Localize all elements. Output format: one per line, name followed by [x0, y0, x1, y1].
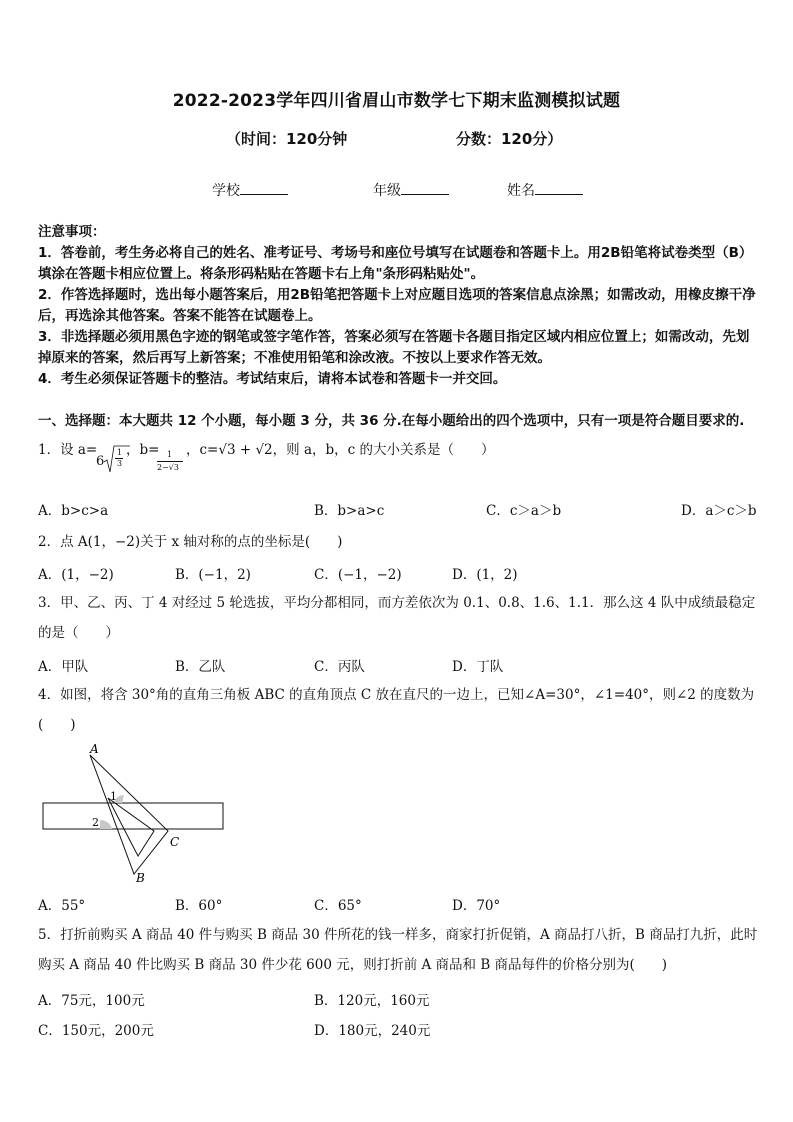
school-label: 学校	[212, 183, 240, 199]
q1-option-b: B．b>a>c	[314, 503, 385, 519]
q4-option-a: A．55°	[38, 898, 86, 914]
q2-option-b: B．(−1，2)	[175, 567, 251, 583]
q5-option-c: C．150元，200元	[38, 1023, 154, 1039]
question-5: 5．打折前购买 A 商品 40 件与购买 B 商品 30 件所花的钱一样多，商家打折促销，A 商品打八折，B 商品打九折，此时购买 A 商品 40 件比购买 B 商品 30 件少花 600 元，则打折前 A 商品和 B 商品每件的价格分别为( )	[38, 927, 758, 973]
q1-option-c: C．c＞a＞b	[486, 503, 562, 519]
notice-item-1: 1．答卷前，考生务必将自己的姓名、准考证号、考场号和座位号填写在试题卷和答题卡上。用2B铅笔将试卷类型（B）填涂在答题卡相应位置上。将条形码粘贴在答题卡右上角"条形码粘贴处"。	[38, 245, 753, 282]
q1-b-label: ，b=	[126, 442, 160, 458]
q3-option-a: A．甲队	[38, 659, 89, 675]
q3-option-d: D．丁队	[452, 659, 504, 675]
q1-a-coef: 6	[96, 454, 105, 469]
page-title: 2022-2023学年四川省眉山市数学七下期末监测模拟试题	[172, 91, 621, 111]
q1-a-expression	[96, 444, 126, 474]
q1-prefix: 1．设 a=	[38, 442, 98, 458]
label-angle-1: 1	[110, 790, 117, 803]
notice-item-2: 2．作答选择题时，选出每小题答案后，用2B铅笔把答题卡上对应题目选项的答案信息点涂黑；如需改动，用橡皮擦干净后，再选涂其他答案。答案不能答在试题卷上。	[38, 287, 756, 324]
label-c: C	[170, 835, 180, 849]
school-blank	[240, 182, 288, 195]
q1-b-den: 2−√3	[157, 463, 179, 472]
grade-field	[373, 180, 449, 200]
q1-c-part: ，c=√3 + √2，则 a，b，c 的大小关系是（ ）	[186, 442, 495, 458]
q3-option-b: B．乙队	[175, 659, 226, 675]
triangle-abc	[90, 755, 168, 874]
q5-option-b: B．120元，160元	[314, 993, 430, 1009]
q2-option-c: C．(−1，−2)	[314, 567, 402, 583]
angle-2-shade	[100, 820, 112, 829]
name-field	[507, 180, 583, 200]
question-1	[38, 438, 97, 458]
question-3: 3．甲、乙、丙、丁 4 对经过 5 轮选拔，平均分都相同，而方差依次为 0.1、0.8、1.6、1.1．那么这 4 队中成绩最稳定的是（ ）	[38, 595, 756, 641]
triangle-inner	[108, 798, 154, 856]
name-blank	[535, 182, 583, 195]
q3-option-c: C．丙队	[314, 659, 365, 675]
notice-item-4: 4．考生必须保证答题卡的整洁。考试结束后，请将本试卷和答题卡一并交回。	[38, 371, 507, 387]
label-b: B	[136, 871, 145, 885]
question-4: 4．如图，将含 30°角的直角三角板 ABC 的直角顶点 C 放在直尺的一边上，已知∠A=30°，∠1=40°，则∠2 的度数为( )	[38, 687, 755, 733]
q1-b-num: 1	[167, 450, 173, 459]
q1-b-fraction	[155, 450, 185, 474]
label-angle-2: 2	[92, 816, 99, 829]
notice-item-3: 3．非选择题必须用黑色字迹的钢笔或签字笔作答，答案必须写在答题卡各题目指定区域内相应位置上；如需改动，先划掉原来的答案，然后再写上新答案；不准使用铅笔和涂改液。不按以上要求作答无效。	[38, 329, 750, 366]
q2-option-a: A．(1，−2)	[38, 567, 114, 583]
label-a: A	[90, 742, 99, 756]
q4-figure	[38, 740, 238, 890]
q2-option-d: D．(1，2)	[452, 567, 518, 583]
q4-option-b: B．60°	[175, 898, 223, 914]
q1-option-d: D．a＞c＞b	[681, 503, 757, 519]
grade-label: 年级	[373, 183, 401, 199]
question-2: 2．点 A(1，−2)关于 x 轴对称的点的坐标是( )	[38, 534, 343, 550]
q1-a-den: 3	[117, 459, 123, 468]
exam-score: 分数：120分）	[456, 130, 563, 148]
q5-option-d: D．180元，240元	[314, 1023, 431, 1039]
notice-heading: 注意事项：	[38, 224, 106, 240]
notice-block	[38, 222, 758, 390]
q4-option-c: C．65°	[314, 898, 362, 914]
grade-blank	[401, 182, 449, 195]
q4-option-d: D．70°	[452, 898, 501, 914]
name-label: 姓名	[507, 183, 535, 199]
q1-a-num: 1	[117, 448, 123, 457]
school-field	[212, 180, 288, 200]
exam-time: （时间：120分钟	[226, 130, 348, 148]
q1-b-fraction-bar	[157, 461, 183, 462]
section-heading: 一、选择题：本大题共 12 个小题，每小题 3 分，共 36 分.在每小题给出的四个选项中，只有一项是符合题目要求的.	[38, 413, 745, 429]
q1-option-a: A．b>c>a	[38, 503, 109, 519]
q5-option-a: A．75元，100元	[38, 993, 145, 1009]
